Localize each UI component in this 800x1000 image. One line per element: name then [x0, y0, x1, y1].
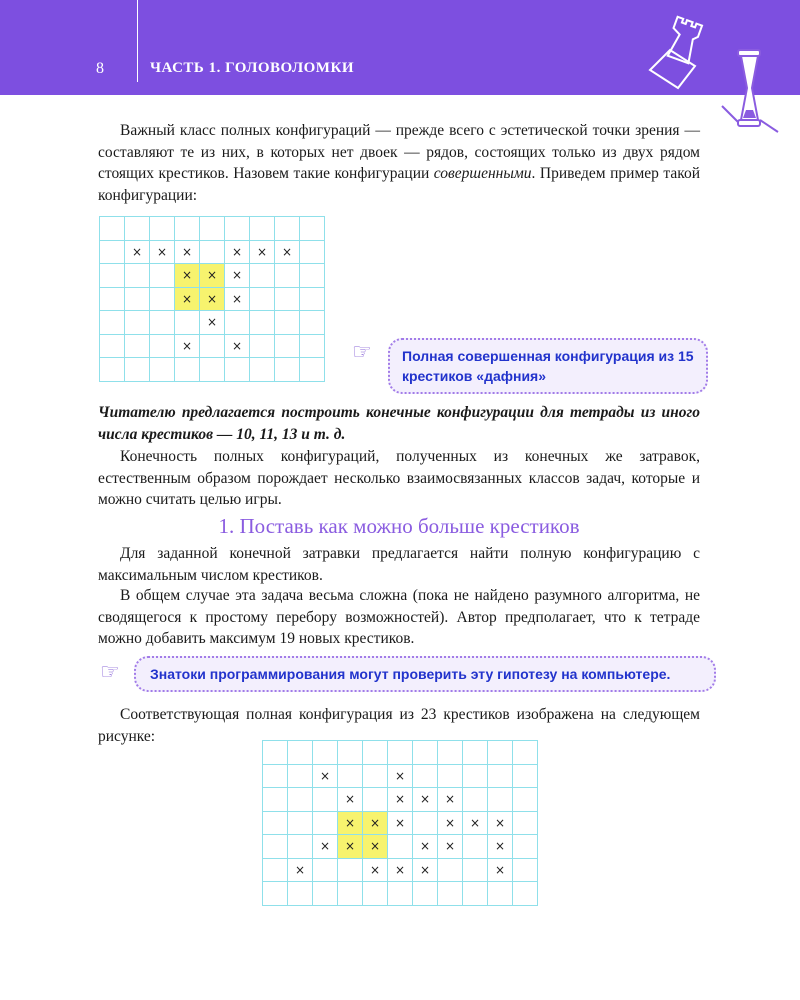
- grid-cell-empty: [363, 741, 388, 765]
- paragraph-text: Важный класс полных конфигураций — прежде всего с эстетической точки зрения — составляют те из них, в которых нет двоек — рядов, состоящих только из двух рядом стоящих крестиков. Назовем такие конфигурации: [98, 122, 700, 182]
- grid-cell-empty: [263, 835, 288, 859]
- grid-cell-empty: [513, 811, 538, 835]
- grid-cell-empty: [313, 811, 338, 835]
- grid-cell-empty: [413, 882, 438, 906]
- grid-cell-cross: ×: [488, 858, 513, 882]
- grid-cell-empty: [150, 264, 175, 288]
- paragraph-23-crosses: Соответствующая полная конфигурация из 23 крестиков изображена на следующем рисунке:: [98, 706, 700, 745]
- grid-cell-empty: [250, 217, 275, 241]
- grid-cell-empty: [275, 287, 300, 311]
- grid-row: [263, 788, 538, 812]
- grid-cell-empty: [100, 217, 125, 241]
- grid-cell-empty: [200, 240, 225, 264]
- grid-cell-empty: [288, 835, 313, 859]
- grid-cell-cross: ×: [388, 764, 413, 788]
- grid-cell-empty: [513, 764, 538, 788]
- grid-cell-cross: ×: [463, 811, 488, 835]
- grid-cell-empty: [225, 311, 250, 335]
- grid-cell-empty: [300, 264, 325, 288]
- grid-cell-cross: ×: [338, 788, 363, 812]
- grid-row: [263, 882, 538, 906]
- grid-cell-empty: [513, 788, 538, 812]
- grid-row: [100, 217, 325, 241]
- grid-row: [263, 741, 538, 765]
- grid-cell-empty: [488, 788, 513, 812]
- grid-cell-empty: [288, 788, 313, 812]
- grid-cell-empty: [175, 217, 200, 241]
- grid-cell-cross: ×: [175, 334, 200, 358]
- grid-cell-empty: [263, 858, 288, 882]
- grid-cell-empty: [463, 858, 488, 882]
- grid-cell-empty: [413, 741, 438, 765]
- grid-cell-empty: [438, 764, 463, 788]
- grid-cell-empty: [200, 358, 225, 382]
- grid-cell-empty: [125, 311, 150, 335]
- grid-cell-seed-cross: ×: [175, 264, 200, 288]
- grid-cell-empty: [275, 311, 300, 335]
- grid-cell-empty: [463, 788, 488, 812]
- grid-cell-empty: [100, 311, 125, 335]
- grid-cell-empty: [300, 287, 325, 311]
- grid-cell-empty: [250, 264, 275, 288]
- grid-cell-empty: [313, 741, 338, 765]
- grid-cell-empty: [288, 882, 313, 906]
- grid-cell-empty: [363, 764, 388, 788]
- grid-cell-cross: ×: [200, 311, 225, 335]
- grid-cell-empty: [100, 358, 125, 382]
- grid-cell-empty: [438, 741, 463, 765]
- grid-cell-empty: [263, 811, 288, 835]
- grid-cell-empty: [100, 287, 125, 311]
- configuration-grid-daphnia: [99, 216, 325, 382]
- grid-cell-empty: [263, 882, 288, 906]
- callout-daphnia-text: Полная совершенная конфигурация из 15 крестиков «дафния»: [402, 348, 694, 384]
- grid-cell-seed-cross: ×: [200, 287, 225, 311]
- grid-cell-empty: [175, 358, 200, 382]
- grid-cell-cross: ×: [225, 240, 250, 264]
- grid-cell-seed-cross: ×: [363, 835, 388, 859]
- grid-cell-seed-cross: ×: [363, 811, 388, 835]
- grid-cell-cross: ×: [388, 811, 413, 835]
- grid-cell-empty: [300, 358, 325, 382]
- grid-cell-cross: ×: [413, 835, 438, 859]
- grid-cell-seed-cross: ×: [200, 264, 225, 288]
- grid-cell-cross: ×: [413, 858, 438, 882]
- grid-cell-empty: [275, 334, 300, 358]
- grid-cell-empty: [200, 217, 225, 241]
- grid-cell-seed-cross: ×: [338, 811, 363, 835]
- grid-cell-empty: [150, 358, 175, 382]
- grid-cell-empty: [488, 741, 513, 765]
- exercise-text: Читателю предлагается построить конечные конфигурации для тетрады из иного числа крестиков — 10, 11, 13 и т. д.: [98, 404, 700, 443]
- grid-cell-empty: [313, 858, 338, 882]
- grid-cell-empty: [250, 287, 275, 311]
- callout-programming: [134, 656, 716, 692]
- grid-cell-empty: [288, 764, 313, 788]
- grid-cell-empty: [275, 358, 300, 382]
- grid-cell-empty: [288, 741, 313, 765]
- grid-cell-empty: [125, 217, 150, 241]
- grid-cell-empty: [125, 264, 150, 288]
- grid-cell-empty: [388, 835, 413, 859]
- grid-cell-seed-cross: ×: [338, 835, 363, 859]
- grid-cell-empty: [363, 788, 388, 812]
- grid-cell-empty: [388, 741, 413, 765]
- grid-row: [100, 240, 325, 264]
- paragraph-task: Для заданной конечной затравки предлагается найти полную конфигурацию с максимальным числом крестиков.: [98, 545, 700, 584]
- grid-cell-empty: [313, 882, 338, 906]
- grid-cell-empty: [463, 764, 488, 788]
- paragraph-perfect-configurations: [98, 120, 700, 206]
- grid-cell-empty: [275, 217, 300, 241]
- grid-cell-cross: ×: [125, 240, 150, 264]
- grid-cell-empty: [300, 217, 325, 241]
- grid-cell-empty: [513, 741, 538, 765]
- pointing-hand-icon: ☞: [352, 340, 372, 365]
- grid-row: [263, 835, 538, 859]
- grid-cell-empty: [513, 882, 538, 906]
- grid-cell-empty: [250, 334, 275, 358]
- grid-cell-cross: ×: [175, 240, 200, 264]
- section-heading: 1. Поставь как можно больше крестиков: [218, 514, 580, 538]
- grid-row: [263, 811, 538, 835]
- grid-cell-cross: ×: [225, 334, 250, 358]
- page-number: 8: [96, 60, 104, 77]
- grid-cell-cross: ×: [388, 858, 413, 882]
- grid-row: [263, 764, 538, 788]
- grid-cell-cross: ×: [313, 835, 338, 859]
- grid-cell-empty: [388, 882, 413, 906]
- chapter-title: ЧАСТЬ 1. ГОЛОВОЛОМКИ: [150, 60, 355, 76]
- paragraph-complexity: В общем случае эта задача весьма сложна (пока не найдено разумного алгоритма, не сводящегося к простому перебору возможностей). Автор предполагает, что к тетраде можно добавить максимум 19 новых крестиков.: [98, 587, 700, 647]
- header-divider: [137, 0, 138, 82]
- grid-cell-empty: [463, 741, 488, 765]
- grid-cell-cross: ×: [150, 240, 175, 264]
- paragraph-finite-configurations: Конечность полных конфигураций, полученных из конечных же затравок, естественным образом порождает несколько взаимосвязанных классов задач, которые и можно считать целью игры.: [98, 448, 700, 508]
- grid-cell-empty: [263, 788, 288, 812]
- grid-cell-empty: [438, 858, 463, 882]
- grid-cell-empty: [125, 334, 150, 358]
- grid-cell-empty: [125, 287, 150, 311]
- grid-cell-empty: [150, 287, 175, 311]
- grid-cell-empty: [463, 882, 488, 906]
- callout-programming-text: Знатоки программирования могут проверить эту гипотезу на компьютере.: [150, 666, 671, 682]
- grid-cell-empty: [175, 311, 200, 335]
- grid-cell-cross: ×: [313, 764, 338, 788]
- grid-cell-cross: ×: [250, 240, 275, 264]
- grid-cell-empty: [250, 311, 275, 335]
- grid-cell-empty: [300, 240, 325, 264]
- grid-cell-cross: ×: [225, 287, 250, 311]
- grid-row: [263, 858, 538, 882]
- grid-cell-empty: [100, 264, 125, 288]
- grid-cell-cross: ×: [438, 788, 463, 812]
- grid-cell-empty: [313, 788, 338, 812]
- grid-cell-empty: [338, 882, 363, 906]
- grid-cell-empty: [513, 835, 538, 859]
- grid-cell-cross: ×: [413, 788, 438, 812]
- grid-row: [100, 358, 325, 382]
- grid-cell-cross: ×: [363, 858, 388, 882]
- grid-cell-cross: ×: [438, 811, 463, 835]
- grid-cell-empty: [488, 882, 513, 906]
- hourglass-icon: [722, 50, 778, 132]
- paragraph-text-end: . Приведем пример такой конфигурации:: [98, 165, 701, 204]
- grid-cell-empty: [263, 741, 288, 765]
- grid-cell-empty: [100, 334, 125, 358]
- grid-cell-empty: [150, 217, 175, 241]
- grid-cell-empty: [100, 240, 125, 264]
- grid-cell-empty: [150, 334, 175, 358]
- grid-row: [100, 334, 325, 358]
- grid-cell-empty: [263, 764, 288, 788]
- grid-row: [100, 311, 325, 335]
- grid-cell-cross: ×: [488, 835, 513, 859]
- grid-cell-empty: [413, 811, 438, 835]
- grid-row: [100, 287, 325, 311]
- grid-cell-empty: [513, 858, 538, 882]
- grid-cell-empty: [288, 811, 313, 835]
- grid-cell-cross: ×: [225, 264, 250, 288]
- chess-rook-icon: [650, 17, 702, 88]
- grid-cell-empty: [488, 764, 513, 788]
- grid-cell-empty: [300, 334, 325, 358]
- grid-cell-seed-cross: ×: [175, 287, 200, 311]
- grid-cell-empty: [250, 358, 275, 382]
- grid-cell-empty: [363, 882, 388, 906]
- grid-cell-empty: [150, 311, 175, 335]
- pointing-hand-icon: ☞: [100, 660, 120, 685]
- grid-row: [100, 264, 325, 288]
- grid-cell-cross: ×: [488, 811, 513, 835]
- grid-cell-empty: [438, 882, 463, 906]
- grid-cell-empty: [225, 217, 250, 241]
- grid-cell-cross: ×: [288, 858, 313, 882]
- grid-cell-empty: [338, 741, 363, 765]
- grid-cell-empty: [125, 358, 150, 382]
- grid-cell-cross: ×: [438, 835, 463, 859]
- grid-cell-empty: [200, 334, 225, 358]
- grid-cell-empty: [338, 764, 363, 788]
- grid-cell-cross: ×: [388, 788, 413, 812]
- grid-cell-empty: [338, 858, 363, 882]
- configuration-grid-23: [262, 740, 538, 906]
- grid-cell-empty: [275, 264, 300, 288]
- grid-cell-empty: [463, 835, 488, 859]
- callout-daphnia: [388, 338, 708, 394]
- grid-cell-empty: [225, 358, 250, 382]
- grid-cell-cross: ×: [275, 240, 300, 264]
- emphasis-perfect: совершенными: [433, 165, 532, 182]
- grid-cell-empty: [300, 311, 325, 335]
- grid-cell-empty: [413, 764, 438, 788]
